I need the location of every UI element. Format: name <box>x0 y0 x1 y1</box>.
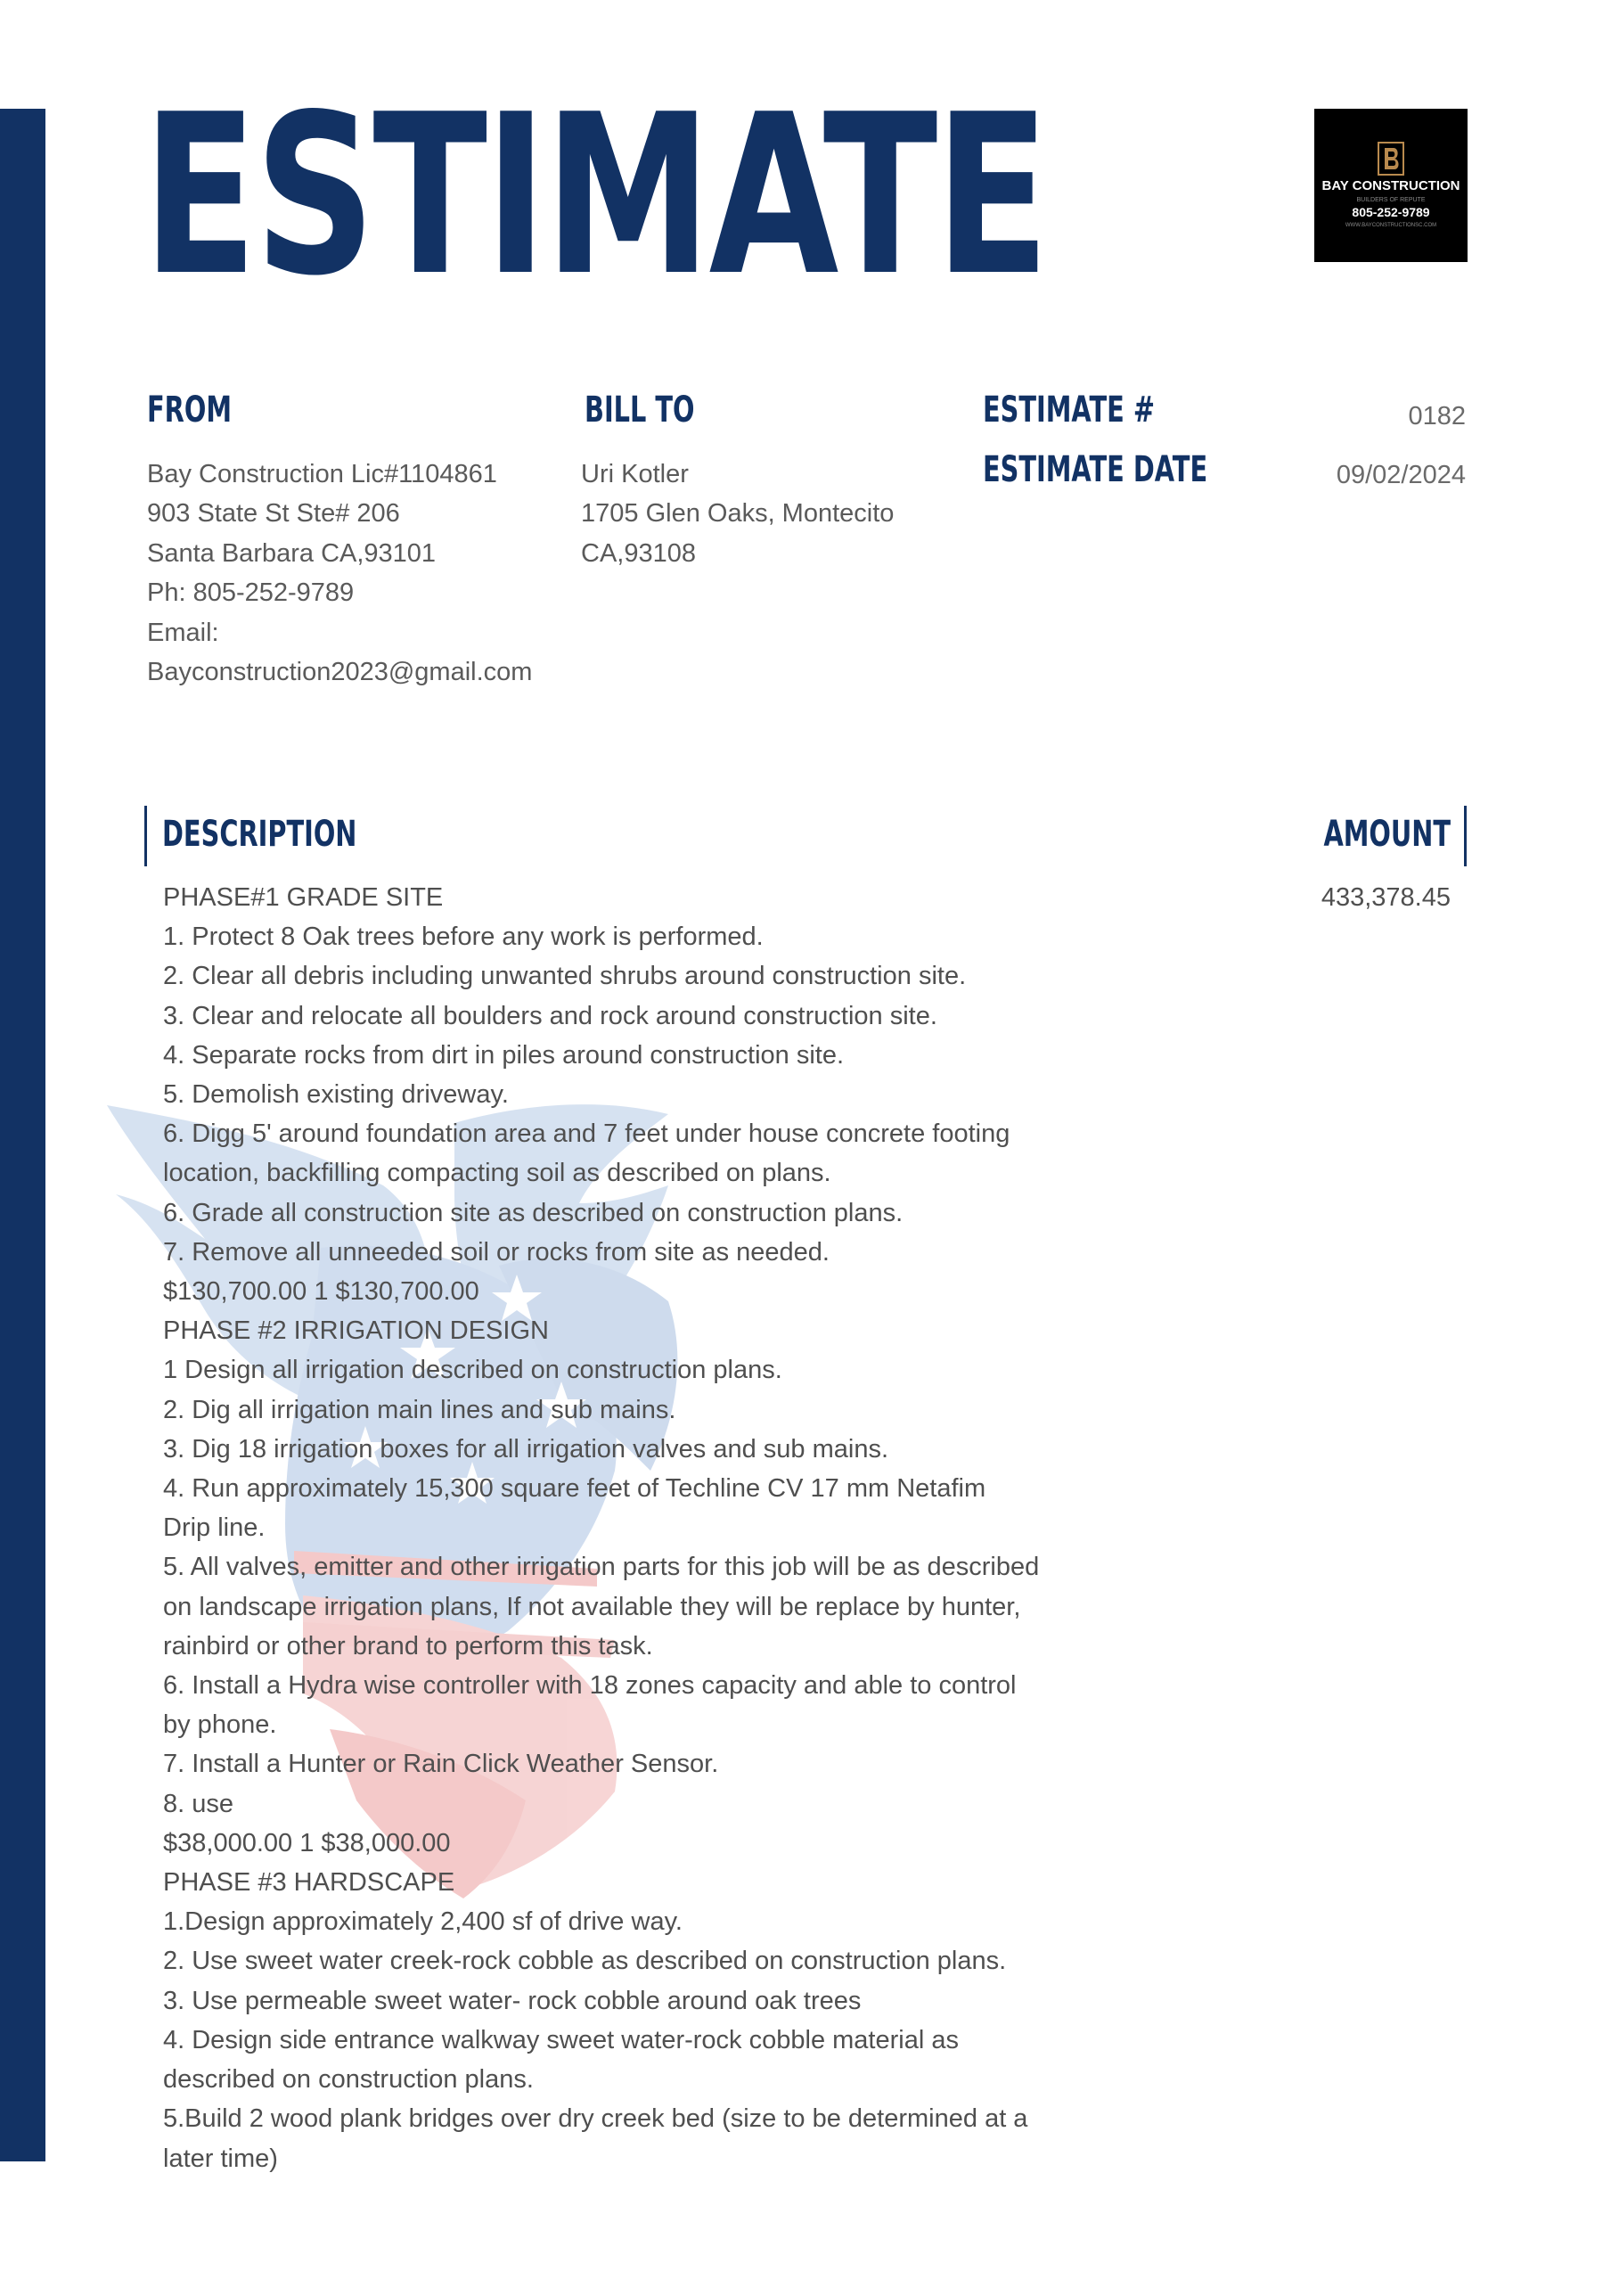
description-line: $130,700.00 1 $130,700.00 <box>163 1277 479 1307</box>
from-email: Bayconstruction2023@gmail.com <box>147 658 533 687</box>
estimate-date-label: ESTIMATE DATE <box>983 449 1208 490</box>
description-line: on landscape irrigation plans, If not available they will be replace by hunter, <box>163 1592 1021 1621</box>
description-line: later time) <box>163 2144 278 2173</box>
description-line: 3. Dig 18 irrigation boxes for all irrigation valves and sub mains. <box>163 1434 889 1464</box>
description-line: $38,000.00 1 $38,000.00 <box>163 1828 451 1857</box>
estimate-date-value: 09/02/2024 <box>1336 461 1466 489</box>
description-header: DESCRIPTION <box>162 814 357 855</box>
amount-value: 433,378.45 <box>1321 883 1451 912</box>
description-line: 6. Digg 5' around foundation area and 7 feet under house concrete footing <box>163 1119 1010 1149</box>
from-line: Santa Barbara CA,93101 <box>147 538 437 568</box>
description-line: 6. Install a Hydra wise controller with 18 zones capacity and able to control <box>163 1671 1017 1701</box>
description-line: Drip line. <box>163 1513 266 1543</box>
description-line: 5.Build 2 wood plank bridges over dry creek bed (size to be determined at a <box>163 2104 1028 2134</box>
description-line: 3. Use permeable sweet water- rock cobble around oak trees <box>163 1986 862 2015</box>
description-line: 4. Run approximately 15,300 square feet of Techline CV 17 mm Netafim <box>163 1474 986 1504</box>
document-title: ESTIMATE <box>143 68 1047 324</box>
description-line: 1. Protect 8 Oak trees before any work is performed. <box>163 922 764 952</box>
logo-monogram-icon <box>1377 141 1405 176</box>
description-line: 4. Design side entrance walkway sweet water-rock cobble material as <box>163 2025 959 2054</box>
description-header-rule <box>144 806 147 866</box>
bill-to-line: CA,93108 <box>581 538 696 568</box>
description-line: 2. Clear all debris including unwanted shrubs around construction site. <box>163 962 967 991</box>
logo-website: WWW.BAYCONSTRUCTIONSC.COM <box>1345 223 1437 228</box>
description-line: 7. Install a Hunter or Rain Click Weather Sensor. <box>163 1750 719 1779</box>
logo-company-name: BAY CONSTRUCTION <box>1321 178 1460 193</box>
estimate-number-label: ESTIMATE # <box>983 390 1155 430</box>
description-line: PHASE #3 HARDSCAPE <box>163 1868 455 1898</box>
from-address <box>147 455 532 692</box>
description-line: PHASE#1 GRADE SITE <box>163 883 444 912</box>
from-line: Ph: 805-252-9789 <box>147 578 355 608</box>
description-line: rainbird or other brand to perform this task. <box>163 1631 653 1660</box>
from-label: FROM <box>147 390 232 430</box>
description-line: location, backfilling compacting soil as described on plans. <box>163 1159 831 1188</box>
from-line: 903 State St Ste# 206 <box>147 499 400 529</box>
from-line: Email: <box>147 618 219 647</box>
description-line: by phone. <box>163 1710 277 1740</box>
description-line: 6. Grade all construction site as described on construction plans. <box>163 1198 904 1227</box>
description-body <box>163 878 1143 2178</box>
amount-header-rule <box>1464 806 1467 866</box>
description-line: 5. Demolish existing driveway. <box>163 1080 509 1110</box>
side-accent-bar <box>0 109 45 2161</box>
description-line: 7. Remove all unneeded soil or rocks from site as needed. <box>163 1237 830 1267</box>
bill-to-line: 1705 Glen Oaks, Montecito <box>581 499 895 529</box>
description-line: described on construction plans. <box>163 2065 534 2095</box>
description-line: 2. Use sweet water creek-rock cobble as described on construction plans. <box>163 1947 1007 1976</box>
description-line: 1.Design approximately 2,400 sf of drive way. <box>163 1907 683 1937</box>
amount-header: AMOUNT <box>1323 814 1451 855</box>
description-line: 5. All valves, emitter and other irrigation parts for this job will be as described <box>163 1553 1040 1582</box>
bill-to-address <box>581 455 894 573</box>
description-line: 8. use <box>163 1789 233 1818</box>
logo-phone: 805-252-9789 <box>1352 205 1430 219</box>
description-line: 1 Design all irrigation described on construction plans. <box>163 1356 782 1385</box>
bill-to-label: BILL TO <box>585 390 695 430</box>
description-line: PHASE #2 IRRIGATION DESIGN <box>163 1316 549 1346</box>
logo-tagline: BUILDERS OF REPUTE <box>1356 197 1426 203</box>
description-line: 2. Dig all irrigation main lines and sub mains. <box>163 1395 676 1424</box>
estimate-number-value: 0182 <box>1408 402 1466 430</box>
bill-to-line: Uri Kotler <box>581 460 689 488</box>
from-line: Bay Construction Lic#1104861 <box>147 460 497 488</box>
description-line: 3. Clear and relocate all boulders and rock around construction site. <box>163 1001 937 1030</box>
company-logo <box>1314 109 1468 262</box>
description-line: 4. Separate rocks from dirt in piles around construction site. <box>163 1040 845 1070</box>
